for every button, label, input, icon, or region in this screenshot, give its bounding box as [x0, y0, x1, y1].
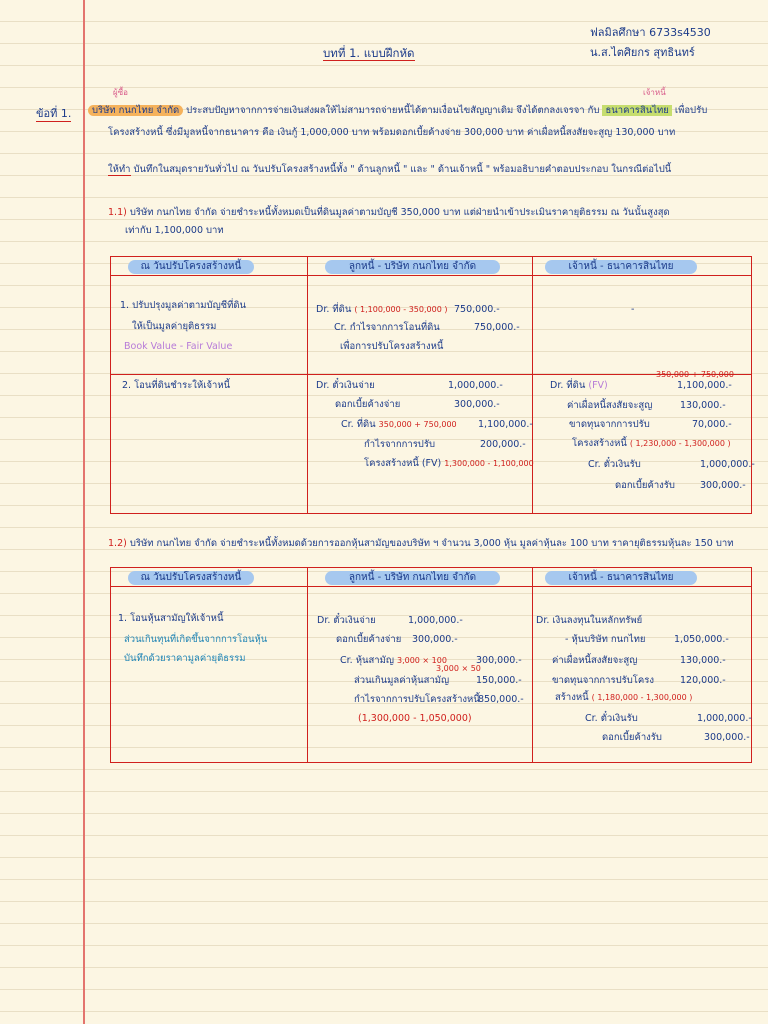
- c2r1-cr3: กำไรจากการปรับโครงสร้างหนี้: [354, 694, 480, 705]
- c2r1-cr1-note: 3,000 × 50: [436, 664, 481, 673]
- c1r2-c-dr1: [550, 379, 608, 393]
- c1r2-c-dr2: ค่าเผื่อหนี้สงสัยจะสูญ: [567, 400, 653, 411]
- c2r1-c-dr4-calc: ( 1,180,000 - 1,300,000 ): [591, 693, 693, 702]
- c2r1-c-dr1: Dr. เงินลงทุนในหลักทรัพย์: [536, 615, 643, 626]
- c2r1-c-cr2: ดอกเบี้ยค้างรับ: [602, 732, 662, 743]
- buyer-tag: ผู้ซื้อ: [113, 88, 128, 97]
- case2-text-body: บริษัท กนกไทย จำกัด จ่ายชำระหนี้ทั้งหมดด้วยการออกหุ้นสามัญของบริษัท ฯ จำนวน 3,000 หุ้น มูลค่าหุ้นละ 100 บาท ราคายุติธรรมหุ้นละ 150 บาท: [129, 538, 734, 549]
- question-line2: โครงสร้างหนี้ ซึ่งมีมูลหนี้จากธนาคาร คือ เงินกู้ 1,000,000 บาท พร้อมดอกเบี้ยค้างจ่าย 300,000 บาท ค่าเผื่อหนี้สงสัยจะสูญ 130,000 บาท: [108, 127, 676, 138]
- c1r2-cr1-amt: 1,100,000.-: [478, 419, 533, 430]
- c1r2-dr2-amt: 300,000.-: [454, 399, 500, 410]
- question-line1-end: เพื่อปรับ: [674, 105, 708, 116]
- c2r1-desc2: ส่วนเกินทุนที่เกิดขึ้นจากการโอนหุ้น: [124, 634, 268, 645]
- c1r2-dr2: ดอกเบี้ยค้างจ่าย: [335, 399, 401, 410]
- c2r1-c-cr1: Cr. ตั๋วเงินรับ: [585, 713, 638, 724]
- c1r2-dr1-amt: 1,000,000.-: [448, 380, 503, 391]
- c2r1-desc1: 1. โอนหุ้นสามัญให้เจ้าหนี้: [118, 613, 224, 624]
- lender-tag: เจ้าหนี้: [643, 88, 666, 97]
- c2r1-cr1: [340, 654, 447, 668]
- instruction-text: บันทึกในสมุดรายวันทั่วไป ณ วันปรับโครงสร้างหนี้ทั้ง " ด้านลูกหนี้ " และ " ด้านเจ้าหนี้ " พร้อมอธิบายคำตอบประกอบ ในกรณีต่อไปนี้: [133, 164, 672, 175]
- c1r1-desc1: 1. ปรับปรุงมูลค่าตามบัญชีที่ดิน: [120, 300, 247, 311]
- c2r1-c-cr2-amt: 300,000.-: [704, 732, 750, 743]
- c2r1-c-dr4-label: สร้างหนี้: [555, 692, 589, 703]
- c2r1-cr2-amt: 150,000.-: [476, 675, 522, 686]
- case1-text-line1: บริษัท กนกไทย จำกัด จ่ายชำระหนี้ทั้งหมดเป็นที่ดินมูลค่าตามบัญชี 350,000 บาท แต่ฝ่ายนำเข้าประเมินราคายุติธรรม ณ วันนั้นสูงสุด: [129, 207, 670, 218]
- case2-header-date: ณ วันปรับโครงสร้างหนี้: [128, 571, 254, 585]
- c2r1-desc3: บันทึกด้วยราคามูลค่ายุติธรรม: [124, 653, 246, 664]
- c1r1-dr-amt: 750,000.-: [454, 304, 500, 315]
- case1-header-date: ณ วันปรับโครงสร้างหนี้: [128, 260, 254, 274]
- c2r1-c-dr4: [555, 691, 692, 705]
- c1r2-c-dr4: [572, 437, 731, 451]
- case2-text: [108, 537, 733, 551]
- bank-highlight: ธนาคารสินไทย: [602, 105, 671, 116]
- c1r2-cr1: [341, 418, 457, 432]
- c2r1-cr3-amt: 850,000.-: [478, 694, 524, 705]
- c1r1-cr-note: เพื่อการปรับโครงสร้างหนี้: [340, 341, 444, 352]
- c1r1-creditor-entry: -: [631, 304, 635, 315]
- case1-text-2: เท่ากับ 1,100,000 บาท: [125, 225, 224, 236]
- student-name: น.ส.ไตศิยกร สุทธินทร์: [590, 46, 695, 59]
- c2r1-dr2: ดอกเบี้ยค้างจ่าย: [336, 634, 402, 645]
- c1r2-cr3-calc: 1,300,000 - 1,100,000: [444, 459, 534, 468]
- c2r1-c-dr3: ขาดทุนจากการปรับโครง: [552, 675, 654, 686]
- c1r2-c-dr2-amt: 130,000.-: [680, 400, 726, 411]
- c1r2-c-dr4-calc: ( 1,230,000 - 1,300,000 ): [629, 439, 731, 448]
- c1r2-desc: 2. โอนที่ดินชำระให้เจ้าหนี้: [122, 380, 231, 391]
- question-line1: [88, 104, 707, 118]
- c1r2-cr2-amt: 200,000.-: [480, 439, 526, 450]
- c1r2-c-cr1-amt: 1,000,000.-: [700, 459, 755, 470]
- case2-label: 1.2): [108, 538, 127, 549]
- c1r2-c-dr3-amt: 70,000.-: [692, 419, 732, 430]
- c2r1-c-dr2: ค่าเผื่อหนี้สงสัยจะสูญ: [552, 655, 638, 666]
- c1r2-c-dr3: ขาดทุนจากการปรับ: [569, 419, 650, 430]
- c2r1-c-dr1b-amt: 1,050,000.-: [674, 634, 729, 645]
- c1r2-cr1-label: Cr. ที่ดิน: [341, 419, 376, 430]
- c1r2-c-dr1-amt: 1,100,000.-: [677, 380, 732, 391]
- c1r2-c-cr1: Cr. ตั๋วเงินรับ: [588, 459, 641, 470]
- margin-line: [83, 0, 85, 1024]
- chapter-title: บทที่ 1. แบบฝึกหัด: [323, 46, 415, 60]
- c1r2-cr1-calc: 350,000 + 750,000: [378, 420, 457, 429]
- c1r1-note: Book Value - Fair Value: [124, 341, 233, 352]
- company-highlight: บริษัท กนกไทย จำกัด: [88, 105, 183, 116]
- instruction-label: ให้ทำ: [108, 164, 131, 175]
- c1r2-c-cr2-amt: 300,000.-: [700, 480, 746, 491]
- c2r1-cr1-amt: 300,000.-: [476, 655, 522, 666]
- c1r2-c-dr4-label: โครงสร้างหนี้: [572, 438, 627, 449]
- c2r1-cr2: ส่วนเกินมูลค่าหุ้นสามัญ: [354, 675, 450, 686]
- c1r2-cr3-label: โครงสร้างหนี้ (FV): [364, 458, 442, 469]
- c1r1-dr: [316, 303, 447, 317]
- case1-text-1: [108, 206, 670, 220]
- c1r1-dr-label: Dr. ที่ดิน: [316, 304, 352, 315]
- c2r1-c-cr1-amt: 1,000,000.-: [697, 713, 752, 724]
- c1r1-cr: Cr. กำไรจากการโอนที่ดิน: [334, 322, 440, 333]
- c1r2-c-dr1-fv: (FV): [588, 380, 608, 391]
- case2-header-creditor: เจ้าหนี้ - ธนาคารสินไทย: [545, 571, 697, 585]
- c2r1-c-dr1b: - หุ้นบริษัท กนกไทย: [565, 634, 646, 645]
- c2r1-dr1-amt: 1,000,000.-: [408, 615, 463, 626]
- c2r1-c-dr3-amt: 120,000.-: [680, 675, 726, 686]
- case2-header-debtor: ลูกหนี้ - บริษัท กนกไทย จำกัด: [325, 571, 500, 585]
- c2r1-cr1-label: Cr. หุ้นสามัญ: [340, 655, 394, 666]
- c2r1-dr2-amt: 300,000.-: [412, 634, 458, 645]
- question-line1-text: ประสบปัญหาจากการจ่ายเงินส่งผลให้ไม่สามารถจ่ายหนี้ได้ตามเงื่อนไขสัญญาเดิม จึงได้ตกลงเจรจา กับ: [186, 105, 600, 116]
- c2r1-cr3-calc: (1,300,000 - 1,050,000): [358, 713, 472, 724]
- case1-header-creditor: เจ้าหนี้ - ธนาคารสินไทย: [545, 260, 697, 274]
- c1r2-dr1: Dr. ตั๋วเงินจ่าย: [316, 380, 375, 391]
- c1r2-top-note: 350,000 + 750,000: [656, 370, 734, 379]
- c1r1-dr-calc: ( 1,100,000 - 350,000 ): [354, 305, 448, 314]
- question-label: ข้อที่ 1.: [36, 107, 72, 120]
- c1r1-cr-amt: 750,000.-: [474, 322, 520, 333]
- case1-label: 1.1): [108, 207, 127, 218]
- c1r2-c-cr2: ดอกเบี้ยค้างรับ: [615, 480, 675, 491]
- instruction: [108, 163, 671, 177]
- c2r1-c-dr2-amt: 130,000.-: [680, 655, 726, 666]
- c1r1-desc2: ให้เป็นมูลค่ายุติธรรม: [132, 321, 217, 332]
- c1r2-c-dr1-label: Dr. ที่ดิน: [550, 380, 586, 391]
- student-id: ฟลมิลศึกษา 6733s4530: [590, 26, 711, 39]
- c2r1-dr1: Dr. ตั๋วเงินจ่าย: [317, 615, 376, 626]
- c1r2-cr2: กำไรจากการปรับ: [364, 439, 435, 450]
- c2r1-cr1-calc: 3,000 × 100: [396, 656, 447, 665]
- c1r2-cr3: [364, 457, 534, 471]
- case1-header-debtor: ลูกหนี้ - บริษัท กนกไทย จำกัด: [325, 260, 500, 274]
